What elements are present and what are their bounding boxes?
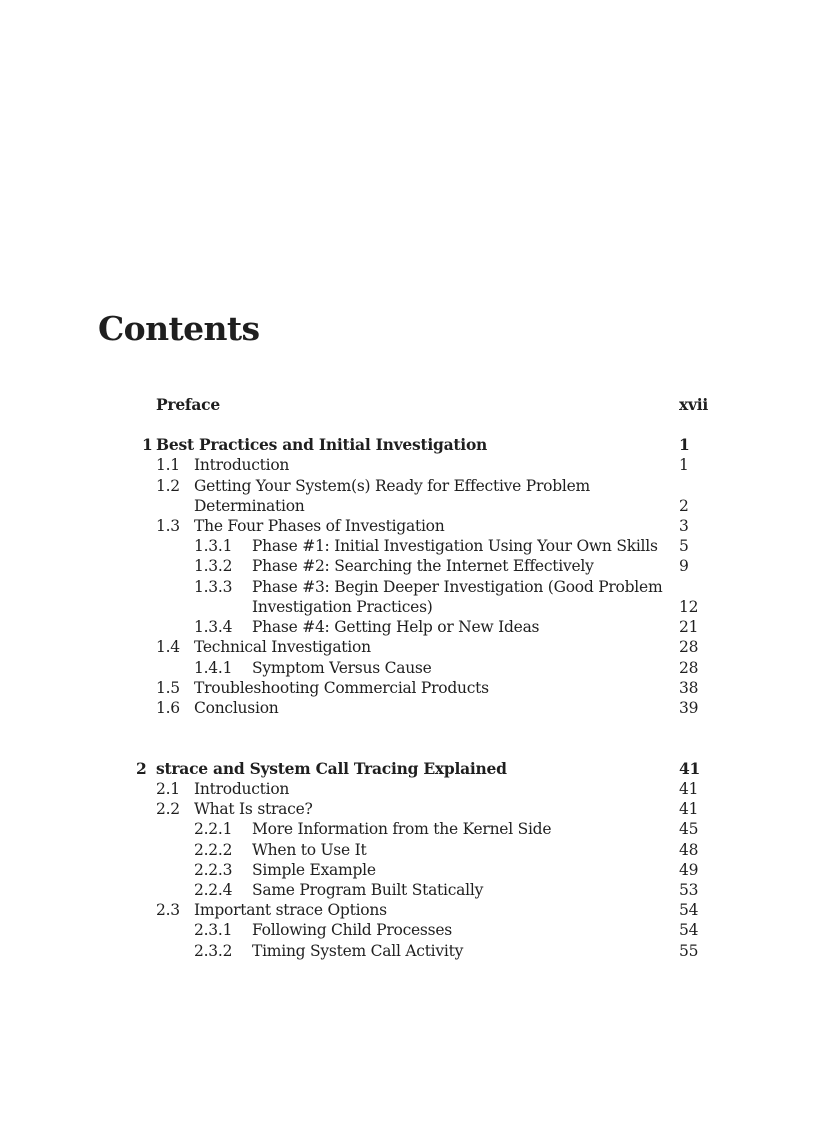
toc-entry-title: Getting Your System(s) Ready for Effective Problem: [194, 477, 590, 495]
toc-entry-number: 1.2: [156, 477, 180, 495]
toc-entry-number: 1.4.1: [194, 659, 233, 677]
toc-page-number: 38: [679, 679, 699, 697]
toc-entry-number: 2.2.3: [194, 861, 233, 879]
toc-entry-title-continued: Determination: [194, 497, 305, 515]
toc-entry-title: The Four Phases of Investigation: [194, 517, 445, 535]
toc-entry-number: 1.5: [156, 679, 180, 697]
toc-page-number: 48: [679, 841, 699, 859]
toc-entry-title: Same Program Built Statically: [252, 881, 484, 899]
toc-page-number: 41: [679, 759, 701, 778]
toc-entry-number: 2.3.2: [194, 942, 233, 960]
toc-page-number: 54: [679, 921, 699, 939]
toc-entry-number: 1.4: [156, 638, 180, 656]
toc-entry-title: Phase #1: Initial Investigation Using Your Own Skills: [252, 537, 658, 555]
toc-page-number: 5: [679, 537, 689, 555]
toc-entry-number: 1.3.2: [194, 557, 233, 575]
toc-page-number: 28: [679, 659, 699, 677]
toc-entry-title: Important strace Options: [194, 901, 387, 919]
toc-page-number: 1: [679, 456, 689, 474]
toc-page-number: 55: [679, 942, 699, 960]
toc-page-number: 9: [679, 557, 689, 575]
toc-page-number: 53: [679, 881, 699, 899]
toc-entry-title: Symptom Versus Cause: [252, 659, 432, 677]
toc-entry-title: More Information from the Kernel Side: [252, 820, 552, 838]
toc-entry-number: 1.3.3: [194, 578, 233, 596]
toc-entry-number: 1.1: [156, 456, 180, 474]
toc-entry-number: 2.3: [156, 901, 180, 919]
toc-entry-title: Phase #3: Begin Deeper Investigation (Good Problem: [252, 578, 663, 596]
toc-page-number: 39: [679, 699, 699, 717]
toc-entry-number: 2.2: [156, 800, 180, 818]
toc-entry-title: When to Use It: [252, 841, 367, 859]
toc-entry-title-continued: Investigation Practices): [252, 598, 433, 616]
toc-page-number: 21: [679, 618, 699, 636]
toc-chapter-title: Best Practices and Initial Investigation: [156, 435, 488, 454]
toc-entry-title: What Is strace?: [194, 800, 313, 818]
toc-page-number: 49: [679, 861, 699, 879]
toc-entry-title: Technical Investigation: [194, 638, 371, 656]
toc-entry-number: 1.3: [156, 517, 180, 535]
toc-page-number: 41: [679, 800, 699, 818]
toc-entry-title: Introduction: [194, 456, 290, 474]
toc-entry-title: Phase #4: Getting Help or New Ideas: [252, 618, 540, 636]
toc-entry-title: Conclusion: [194, 699, 279, 717]
toc-entry-number: 1.6: [156, 699, 180, 717]
toc-preface-label: Preface: [156, 395, 220, 414]
toc-entry-number: 1.3.4: [194, 618, 233, 636]
toc-entry-title: Timing System Call Activity: [252, 942, 464, 960]
toc-entry-number: 2.2.2: [194, 841, 233, 859]
toc-page-number: 54: [679, 901, 699, 919]
page-title: Contents: [98, 309, 260, 348]
toc-chapter-number: 1: [142, 435, 153, 454]
toc-entry-title: Phase #2: Searching the Internet Effectively: [252, 557, 594, 575]
toc-page-number: 1: [679, 435, 690, 454]
toc-entry-number: 1.3.1: [194, 537, 233, 555]
toc-chapter-number: 2: [136, 759, 147, 778]
toc-page-number: 28: [679, 638, 699, 656]
toc-page-number: 41: [679, 780, 699, 798]
toc-chapter-title: strace and System Call Tracing Explained: [156, 759, 507, 778]
toc-entry-title: Introduction: [194, 780, 290, 798]
toc-page-number: 2: [679, 497, 689, 515]
toc-entry-title: Troubleshooting Commercial Products: [194, 679, 489, 697]
toc-entry-number: 2.2.1: [194, 820, 233, 838]
toc-entry-number: 2.3.1: [194, 921, 233, 939]
toc-entry-number: 2.2.4: [194, 881, 233, 899]
toc-page-number: 3: [679, 517, 689, 535]
toc-page-number: xvii: [679, 395, 709, 414]
toc-entry-title: Simple Example: [252, 861, 376, 879]
toc-entry-number: 2.1: [156, 780, 180, 798]
toc-page-number: 45: [679, 820, 699, 838]
toc-entry-title: Following Child Processes: [252, 921, 452, 939]
toc-page-number: 12: [679, 598, 699, 616]
